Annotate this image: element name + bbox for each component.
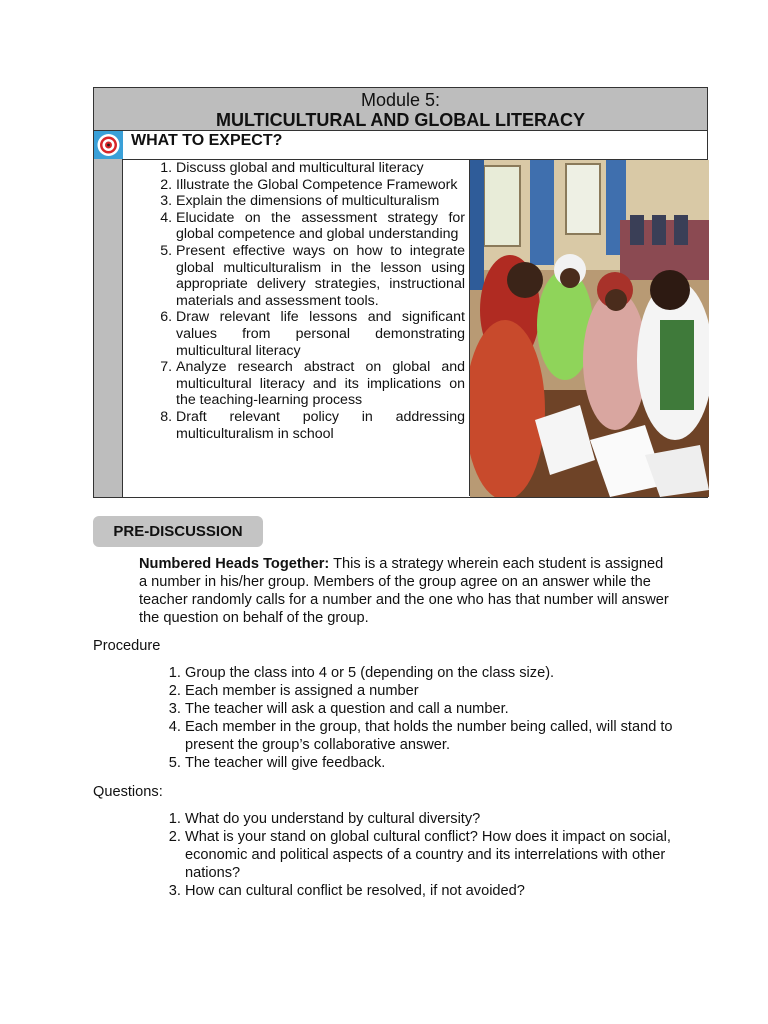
strategy-name: Numbered Heads Together: — [139, 556, 330, 572]
questions-label: Questions: — [93, 784, 163, 800]
module-box — [93, 87, 708, 498]
left-strip — [94, 131, 123, 497]
module-header — [94, 88, 707, 131]
procedure-step: 1. Group the class into 4 or 5 (depending on the class size). — [185, 664, 677, 682]
procedure-step: 3. The teacher will ask a question and call a number. — [185, 700, 677, 718]
objective-item: 4. Elucidate on the assessment strategy for global competence and global understanding — [176, 210, 465, 243]
strategy-paragraph — [139, 555, 669, 627]
objectives-panel — [123, 160, 470, 496]
module-number: Module 5: — [360, 90, 441, 110]
students-photo — [470, 160, 709, 497]
question-item: 2. What is your stand on global cultural conflict? How does it impact on social, economic and political aspects of a country and its interrelations with other nations? — [185, 828, 677, 882]
objectives-list — [123, 160, 469, 442]
objective-item: 1. Discuss global and multicultural literacy — [176, 160, 465, 177]
questions-list — [185, 810, 677, 900]
pre-discussion-tab: PRE-DISCUSSION — [93, 516, 263, 547]
expect-heading: WHAT TO EXPECT? — [131, 132, 283, 149]
objective-item: 3. Explain the dimensions of multiculturalism — [176, 193, 465, 210]
target-icon — [94, 131, 123, 159]
objective-item: 5. Present effective ways on how to integrate global multiculturalism in the lesson using appropriate delivery strategies, instructional materials and assessment tools. — [176, 243, 465, 309]
module-title: MULTICULTURAL AND GLOBAL LITERACY — [216, 110, 585, 130]
procedure-label: Procedure — [93, 638, 161, 654]
procedure-step: 5. The teacher will give feedback. — [185, 754, 677, 772]
objective-item: 6. Draw relevant life lessons and significant values from personal demonstrating multicultural literacy — [176, 309, 465, 359]
procedure-list — [185, 664, 677, 772]
procedure-step: 4. Each member in the group, that holds the number being called, will stand to present the group’s collaborative answer. — [185, 718, 677, 754]
strategy-text: This is a strategy wherein each student is assigned a number in his/her group. Members of the group agree on an answer while the teacher randomly calls for a number and the one who has that number will answer the question on behalf of the group. — [139, 556, 669, 626]
question-item: 1. What do you understand by cultural diversity? — [185, 810, 677, 828]
question-item: 3. How can cultural conflict be resolved, if not avoided? — [185, 882, 677, 900]
objective-item: 7. Analyze research abstract on global and multicultural literacy and its implications on the teaching-learning process — [176, 359, 465, 409]
procedure-step: 2. Each member is assigned a number — [185, 682, 677, 700]
objective-item: 8. Draft relevant policy in addressing multiculturalism in school — [176, 409, 465, 442]
objective-item: 2. Illustrate the Global Competence Framework — [176, 177, 465, 194]
expect-row — [123, 131, 707, 160]
